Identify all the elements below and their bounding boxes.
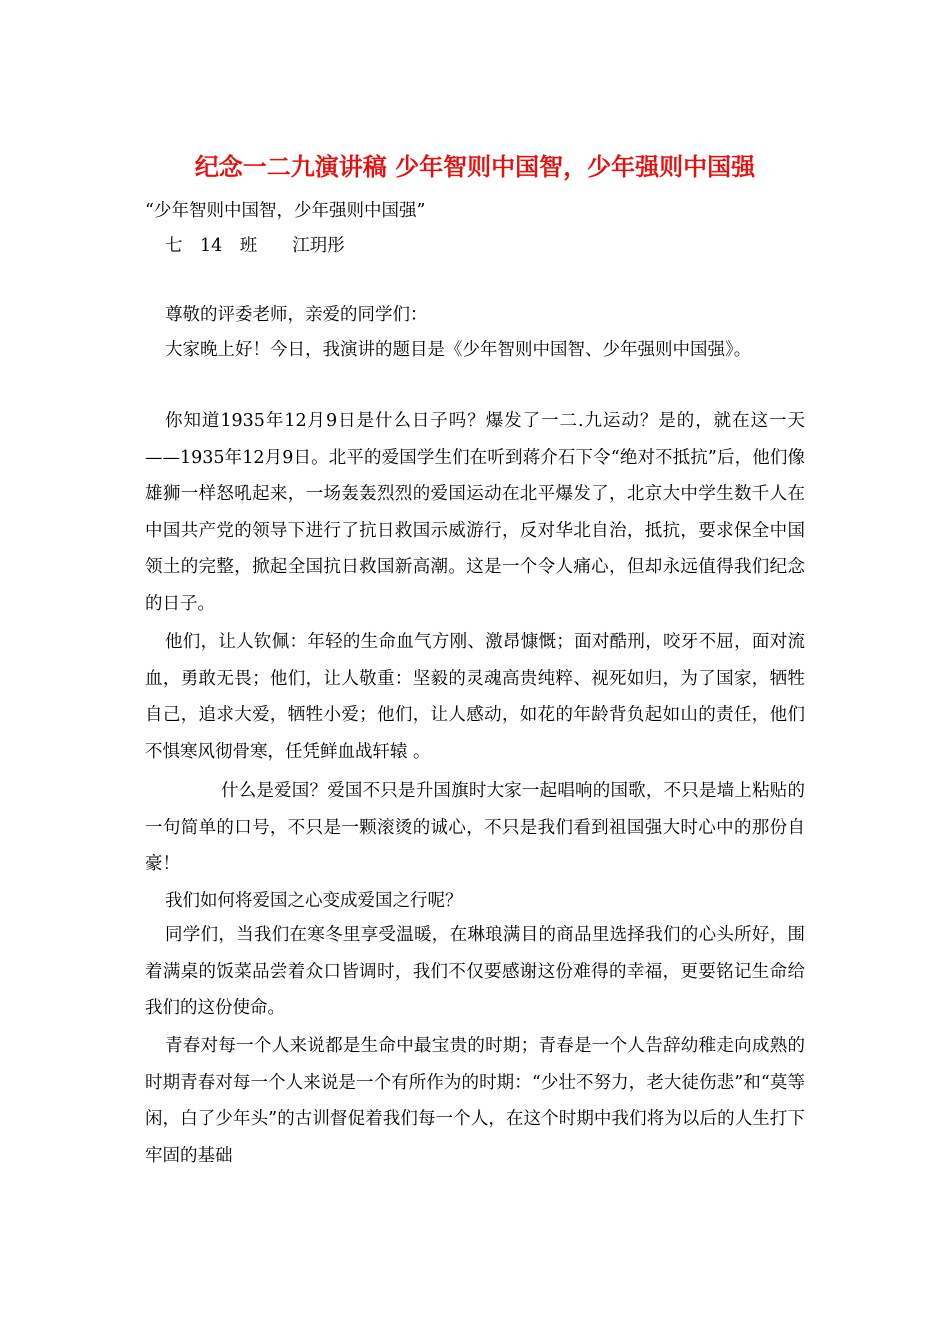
subtitle-quote: “少年智则中国智，少年强则中国强” [145,201,426,221]
author-line: 七 14 班 江玥彤 [165,236,345,256]
paragraph-1: 你知道1935年12月9日是什么日子吗？爆发了一二.九运动？是的，就在这一天——1935年12月9日。北平的爱国学生们在听到蒋介石下令“绝对不抵抗”后，他们像雄狮一样怒吼起来，一场轰轰烈烈的爱国运动在北平爆发了，北京大中学生数千人在中国共产党的领导下进行了抗日救国示威游行，反对华北自治，抵抗，要求保全中国领土的完整，掀起全国抗日救国新高潮。这是一个令人痛心，但却永远值得我们纪念的日子。 [145,411,805,614]
paragraph-3: 什么是爱国？爱国不只是升国旗时大家一起唱响的国歌，不只是墙上粘贴的一句简单的口号，不只是一颗滚烫的诚心，不只是我们看到祖国强大时心中的那份自豪！ [145,781,805,875]
paragraph-5: 同学们，当我们在寒冬里享受温暖，在琳琅满目的商品里选择我们的心头所好，围着满桌的饭菜品尝着众口皆调时，我们不仅要感谢这份难得的幸福，更要铭记生命给我们的这份使命。 [145,925,805,1019]
opening-line: 大家晚上好！今日，我演讲的题目是《少年智则中国智、少年强则中国强》。 [165,340,752,360]
paragraph-4: 我们如何将爱国之心变成爱国之行呢？ [165,891,463,911]
paragraph-6: 青春对每一个人来说都是生命中最宝贵的时期；青春是一个人告辞幼稚走向成熟的时期青春对每一个人来说是一个有所作为的时期：“少壮不努力，老大徒伤悲”和“莫等闲，白了少年头”的古训督促着我们每一个人，在这个时期中我们将为以后的人生打下牢固的基础 [145,1036,805,1166]
document-title: 纪念一二九演讲稿 少年智则中国智，少年强则中国强 [194,153,756,181]
greeting: 尊敬的评委老师，亲爱的同学们： [165,305,428,325]
paragraph-2: 他们，让人钦佩：年轻的生命血气方刚、激昂慷慨；面对酷刑，咬牙不屈，面对流血，勇敢无畏；他们，让人敬重：坚毅的灵魂高贵纯粹、视死如归，为了国家，牺牲自己，追求大爱，牺牲小爱；他们，让人感动，如花的年龄背负起如山的责任，他们不惧寒风彻骨寒，任凭鲜血战轩辕 。 [145,632,805,762]
